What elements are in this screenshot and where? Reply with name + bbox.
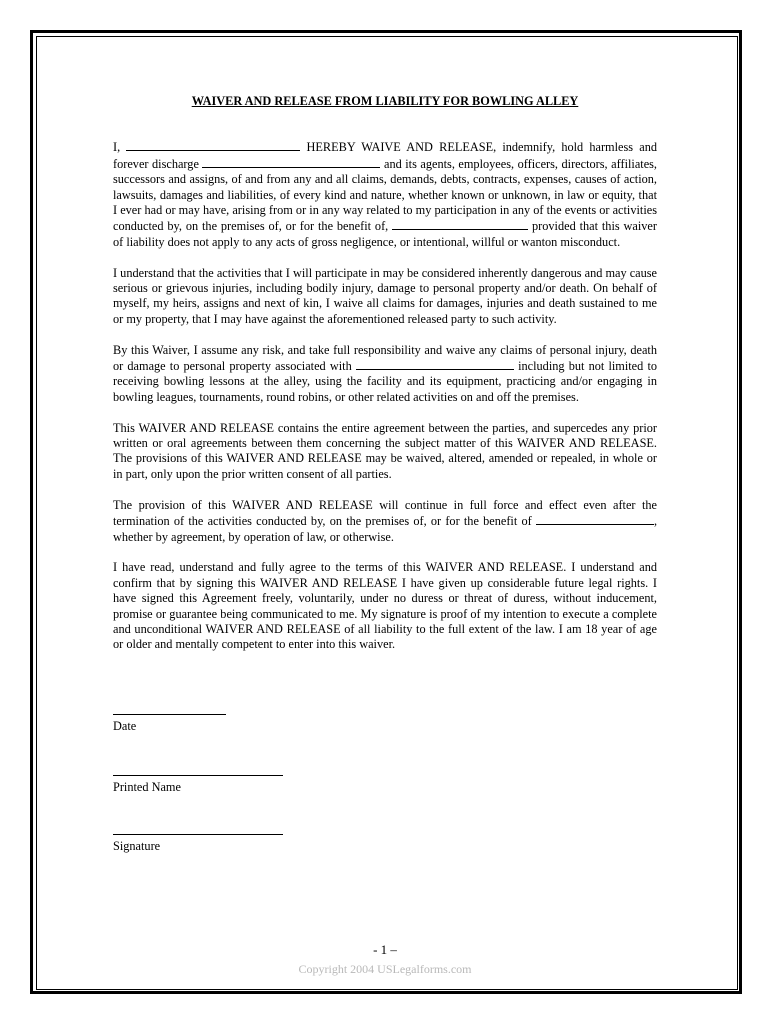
copyright-notice: Copyright 2004 USLegalforms.com [298, 962, 472, 976]
termination-party-blank[interactable] [536, 513, 654, 525]
signature-label: Signature [113, 839, 161, 853]
date-line[interactable] [113, 714, 226, 715]
page-number: - 1 – [373, 942, 397, 957]
releasor-name-blank[interactable] [126, 139, 300, 151]
paragraph-entire-agreement: This WAIVER AND RELEASE contains the entire agreement between the parties, and supercedes any prior written or oral agreements between them concerning the subject matter of this WAIVER AND RELEASE. The provisions of this WAIVER AND RELEASE may be waived, altered, amended or repealed, in whole or in part, only upon the prior written consent of all parties. [113, 420, 657, 481]
paragraph-release: I, HEREBY WAIVE AND RELEASE, indemnify, hold harmless and forever discharge and its agents, employees, officers, directors, affiliates, successors and assigns, of and from any and all claims, demands, debts, contracts, expenses, causes of action, lawsuits, damages and liabilities, of every kind and nature, whether known or unknown, in law or equity, that I ever had or may have, arising from or in any way related to my participation in any of the events or activities conducted by, on the premises of, or for the benefit of, provided that this waiver of liability does not apply to any acts of gross negligence, or intentional, willful or wanton misconduct. [113, 140, 658, 249]
printed-name-field [113, 775, 283, 795]
date-field [113, 714, 226, 734]
signature-line[interactable] [113, 834, 283, 835]
paragraph-assumption-of-risk: By this Waiver, I assume any risk, and take full responsibility and waive any claims of personal injury, death or damage to personal property associated with including but not limited to receiving bowling lessons at the alley, using the facility and its equipment, practicing and/or engaging in bowling leagues, tournaments, round robins, or other related activities on and off the premises. [113, 342, 658, 404]
paragraph-acknowledgement: I have read, understand and fully agree to the terms of this WAIVER AND RELEASE. I understand and confirm that by signing this WAIVER AND RELEASE I have given up considerable future legal rights. I have signed this Agreement freely, voluntarily, under no duress or threat of duress, without inducement, promise or guarantee being communicated to me. My signature is proof of my intention to execute a complete and unconditional WAIVER AND RELEASE of all liability to the full extent of the law. I am 18 year of age or older and mentally competent to enter into this waiver. [113, 560, 657, 652]
released-party-blank[interactable] [202, 156, 380, 168]
document-title: WAIVER AND RELEASE FROM LIABILITY FOR BOWLING ALLEY [191, 94, 579, 108]
document-body [113, 94, 657, 668]
associated-party-blank[interactable] [356, 358, 514, 370]
paragraph-risks: I understand that the activities that I will participate in may be considered inherently dangerous and may cause serious or grievous injuries, including bodily injury, damage to personal property and/or death. On behalf of myself, my heirs, assigns and next of kin, I waive all claims for damages, injuries and death sustained to me or my property, that I may have against the aforementioned released party to such activity. [113, 265, 657, 326]
date-label: Date [113, 719, 137, 733]
paragraph-continuation: The provision of this WAIVER AND RELEASE will continue in full force and effect even after the termination of the activities conducted by, on the premises of, or for the benefit of , whether by agreement, by operation of law, or otherwise. [113, 497, 658, 544]
signature-field [113, 834, 283, 854]
benefit-party-blank[interactable] [392, 218, 528, 230]
printed-name-label: Printed Name [113, 780, 181, 794]
printed-name-line[interactable] [113, 775, 283, 776]
